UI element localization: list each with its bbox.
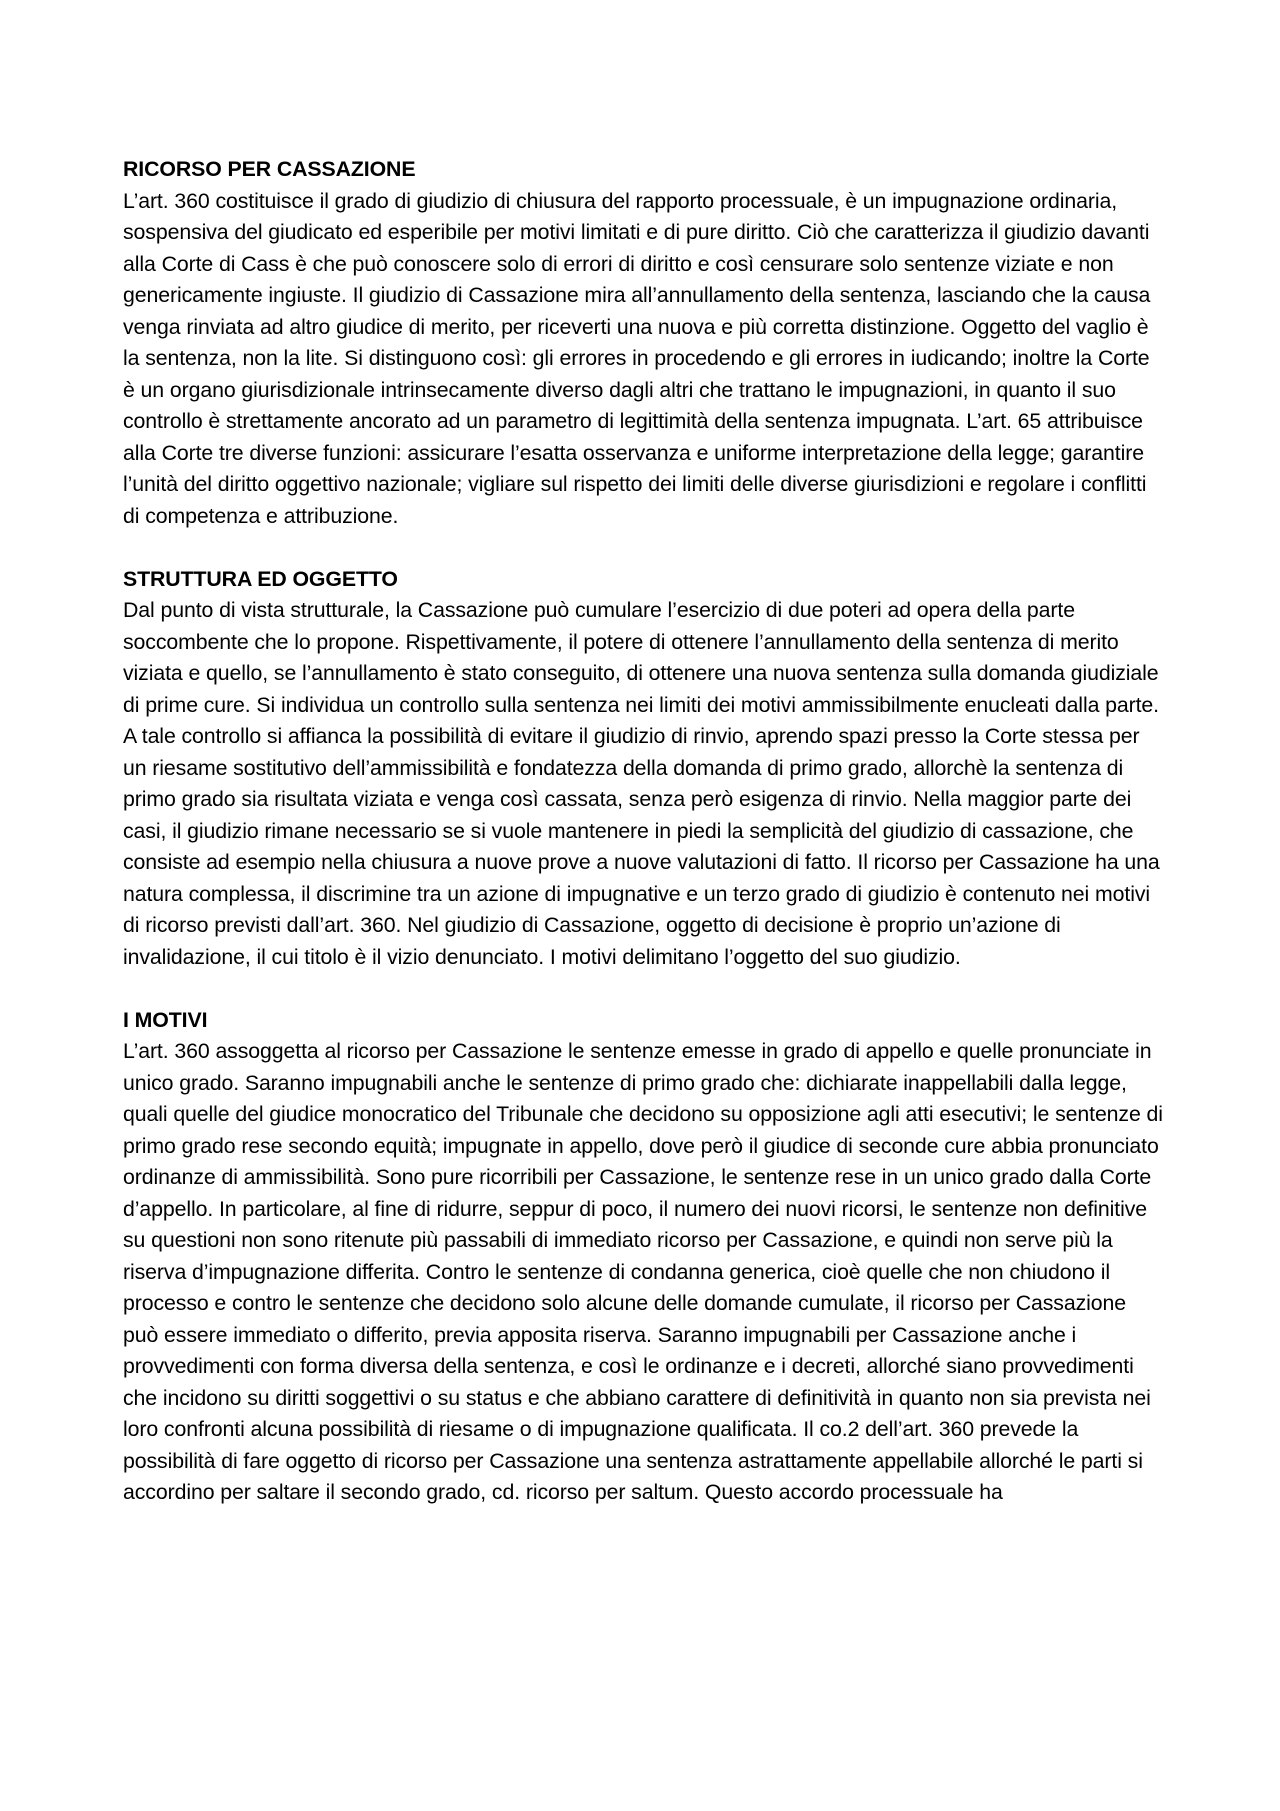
section-heading: I MOTIVI [123, 1007, 208, 1032]
document-content [123, 154, 1163, 1509]
section-heading: RICORSO PER CASSAZIONE [123, 157, 416, 181]
section-paragraph: L’art. 360 assoggetta al ricorso per Cassazione le sentenze emesse in grado di appello e quelle pronunciate in unico grado. Saranno impugnabili anche le sentenze di primo grado che: dichiarate inappellabili dalla legge, quali quelle del giudice monocratico del Tribunale che decidono su opposizione agli atti esecutivi; le sentenze di primo grado rese secondo equità; impugnate in appello, dove però il giudice di seconde cure abbia pronunciato ordinanze di ammissibilità. Sono pure ricorribili per Cassazione, le sentenze rese in un unico grado dalla Corte d’appello. In particolare, al fine di ridurre, seppur di poco, il numero dei nuovi ricorsi, le sentenze non definitive su questioni non sono ritenute più passabili di immediato ricorso per Cassazione, e quindi non serve più la riserva d’impugnazione differita. Contro le sentenze di condanna generica, cioè quelle che non chiudono il processo e contro le sentenze che decidono solo alcune delle domande cumulate, il ricorso per Cassazione può essere immediato o differito, previa apposita riserva. Saranno impugnabili per Cassazione anche i provvedimenti con forma diversa della sentenza, e così le ordinanze e i decreti, allorché siano provvedimenti che incidono su diritti soggettivi o su status e che abbiano carattere di definitività in quanto non sia prevista nei loro confronti alcuna possibilità di riesame o di impugnazione qualificata. Il co.2 dell’art. 360 prevede la possibilità di fare oggetto di ricorso per Cassazione una sentenza astrattamente appellabile allorché le parti si accordino per saltare il secondo grado, cd. ricorso per saltum. Questo accordo processuale ha [123, 1039, 1163, 1504]
section-heading: STRUTTURA ED OGGETTO [123, 566, 398, 591]
section-paragraph: L’art. 360 costituisce il grado di giudizio di chiusura del rapporto processuale, è un impugnazione ordinaria, sospensiva del giudicato ed esperibile per motivi limitati e di pure diritto. Ciò che caratterizza il giudizio davanti alla Corte di Cass è che può conoscere solo di errori di diritto e così censurare solo sentenze viziate e non genericamente ingiuste. Il giudizio di Cassazione mira all’annullamento della sentenza, lasciando che la causa venga rinviata ad altro giudice di merito, per riceverti una nuova e più corretta distinzione. Oggetto del vaglio è la sentenza, non la lite. Si distinguono così: gli errores in procedendo e gli errores in iudicando; inoltre la Corte è un organo giurisdizionale intrinsecamente diverso dagli altri che trattano le impugnazioni, in quanto il suo controllo è strettamente ancorato ad un parametro di legittimità della sentenza impugnata. L’art. 65 attribuisce alla Corte tre diverse funzioni: assicurare l’esatta osservanza e uniforme interpretazione della legge; garantire l’unità del diritto oggettivo nazionale; vigliare sul rispetto dei limiti delle diverse giurisdizioni e regolare i conflitti di competenza e attribuzione. [123, 188, 1151, 528]
section-struttura-ed-oggetto [123, 564, 1163, 974]
section-paragraph: Dal punto di vista strutturale, la Cassazione può cumulare l’esercizio di due poteri ad opera della parte soccombente che lo propone. Rispettivamente, il potere di ottenere l’annullamento della sentenza di merito viziata e quello, se l’annullamento è stato conseguito, di ottenere una nuova sentenza sulla domanda giudiziale di prime cure. Si individua un controllo sulla sentenza nei limiti dei motivi ammissibilmente enucleati dalla parte. A tale controllo si affianca la possibilità di evitare il giudizio di rinvio, aprendo spazi presso la Corte stessa per un riesame sostitutivo dell’ammissibilità e fondatezza della domanda di primo grado, allorchè la sentenza di primo grado sia risultata viziata e venga così cassata, senza però esigenza di rinvio. Nella maggior parte dei casi, il giudizio rimane necessario se si vuole mantenere in piedi la semplicità del giudizio di cassazione, che consiste ad esempio nella chiusura a nuove prove a nuove valutazioni di fatto. Il ricorso per Cassazione ha una natura complessa, il discrimine tra un azione di impugnative e un terzo grado di giudizio è contenuto nei motivi di ricorso previsti dall’art. 360. Nel giudizio di Cassazione, oggetto di decisione è proprio un’azione di invalidazione, il cui titolo è il vizio denunciato. I motivi delimitano l’oggetto del suo giudizio. [123, 598, 1160, 969]
section-ricorso-per-cassazione [123, 154, 1163, 532]
section-i-motivi [123, 1005, 1163, 1509]
